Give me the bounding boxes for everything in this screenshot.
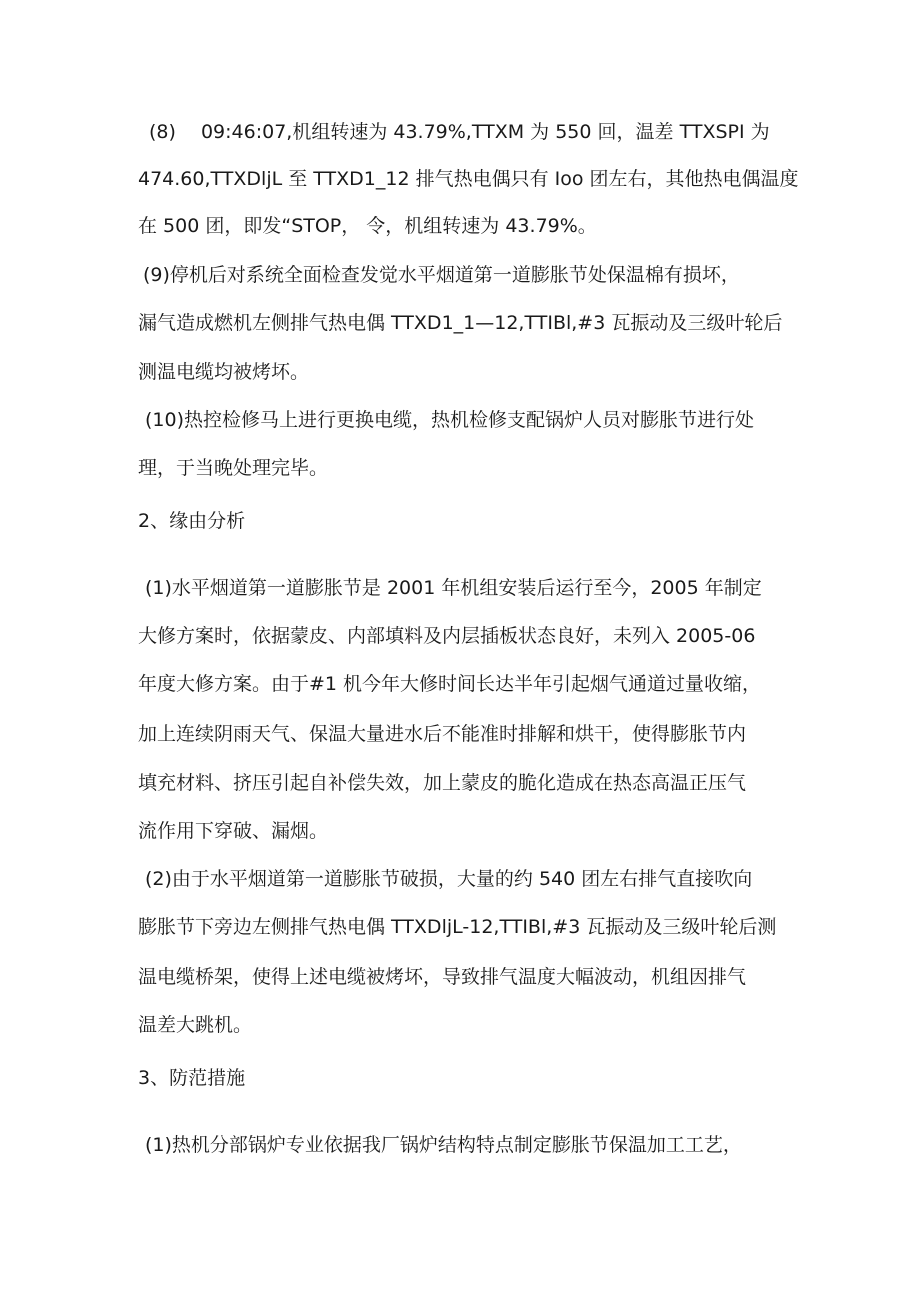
- paragraph-text: 温电缆桥架，使得上述电缆被烤坏，导致排气温度大幅波动，机组因排气: [138, 966, 747, 988]
- prevention-heading: [0, 1063, 920, 1093]
- analysis-item-2-line-3: [0, 962, 920, 992]
- incident-item-9-line-2: [0, 308, 920, 338]
- paragraph-text: (8) 09:46:07,机组转速为 43.79%,TTXM 为 550 回，温差 TTXSPI 为: [149, 121, 770, 143]
- paragraph-text: 474.60,TTXDljL 至 TTXD1_12 排气热电偶只有 Ioo 团左右，其他热电偶温度: [138, 168, 799, 190]
- incident-item-8-line-1: [0, 117, 920, 147]
- paragraph-text: (1)水平烟道第一道膨胀节是 2001 年机组安装后运行至今，2005 年制定: [145, 577, 762, 599]
- paragraph-text: 大修方案时，依据蒙皮、内部填料及内层插板状态良好，未列入 2005-06: [138, 625, 756, 647]
- analysis-item-1-line-1: [0, 573, 920, 603]
- paragraph-text: (10)热控检修马上进行更换电缆，热机检修支配锅炉人员对膨胀节进行处: [145, 409, 755, 431]
- analysis-item-1-line-6: [0, 816, 920, 846]
- section-heading: 3、防范措施: [138, 1067, 246, 1089]
- paragraph-text: (1)热机分部锅炉专业依据我厂锅炉结构特点制定膨胀节保温加工工艺，: [145, 1134, 742, 1156]
- paragraph-text: 流作用下穿破、漏烟。: [138, 820, 329, 842]
- section-heading: 2、缘由分析: [138, 510, 246, 532]
- paragraph-text: 膨胀节下旁边左侧排气热电偶 TTXDljL-12,TTIBl,#3 瓦振动及三级叶轮后测: [138, 916, 777, 938]
- incident-item-8-line-2: [0, 164, 920, 194]
- analysis-item-2-line-2: [0, 912, 920, 942]
- analysis-item-1-line-5: [0, 768, 920, 798]
- paragraph-text: 漏气造成燃机左侧排气热电偶 TTXD1_1—12,TTIBl,#3 瓦振动及三级叶轮后: [138, 312, 783, 334]
- paragraph-text: (9)停机后对系统全面检查发觉水平烟道第一道膨胀节处保温棉有损坏，: [143, 264, 740, 286]
- paragraph-text: (2)由于水平烟道第一道膨胀节破损，大量的约 540 团左右排气直接吹向: [145, 868, 753, 890]
- prevention-item-1-line-1: [0, 1130, 920, 1160]
- analysis-heading: [0, 506, 920, 536]
- analysis-item-2-line-4: [0, 1010, 920, 1040]
- analysis-item-2-line-1: [0, 864, 920, 894]
- analysis-item-1-line-2: [0, 621, 920, 651]
- incident-item-8-line-3: [0, 211, 920, 241]
- paragraph-text: 温差大跳机。: [138, 1014, 253, 1036]
- paragraph-text: 理，于当晚处理完毕。: [138, 457, 329, 479]
- incident-item-9-line-3: [0, 357, 920, 387]
- paragraph-text: 填充材料、挤压引起自补偿失效，加上蒙皮的脆化造成在热态高温正压气: [138, 772, 747, 794]
- paragraph-text: 加上连续阴雨天气、保温大量进水后不能准时排解和烘干，使得膨胀节内: [138, 723, 747, 745]
- paragraph-text: 年度大修方案。由于#1 机今年大修时间长达半年引起烟气通道过量收缩，: [138, 673, 762, 695]
- incident-item-10-line-1: [0, 405, 920, 435]
- analysis-item-1-line-4: [0, 719, 920, 749]
- paragraph-text: 测温电缆均被烤坏。: [138, 361, 310, 383]
- incident-item-9-line-1: [0, 260, 920, 290]
- analysis-item-1-line-3: [0, 669, 920, 699]
- paragraph-text: 在 500 团，即发“STOP， 令，机组转速为 43.79%。: [138, 215, 597, 237]
- incident-item-10-line-2: [0, 453, 920, 483]
